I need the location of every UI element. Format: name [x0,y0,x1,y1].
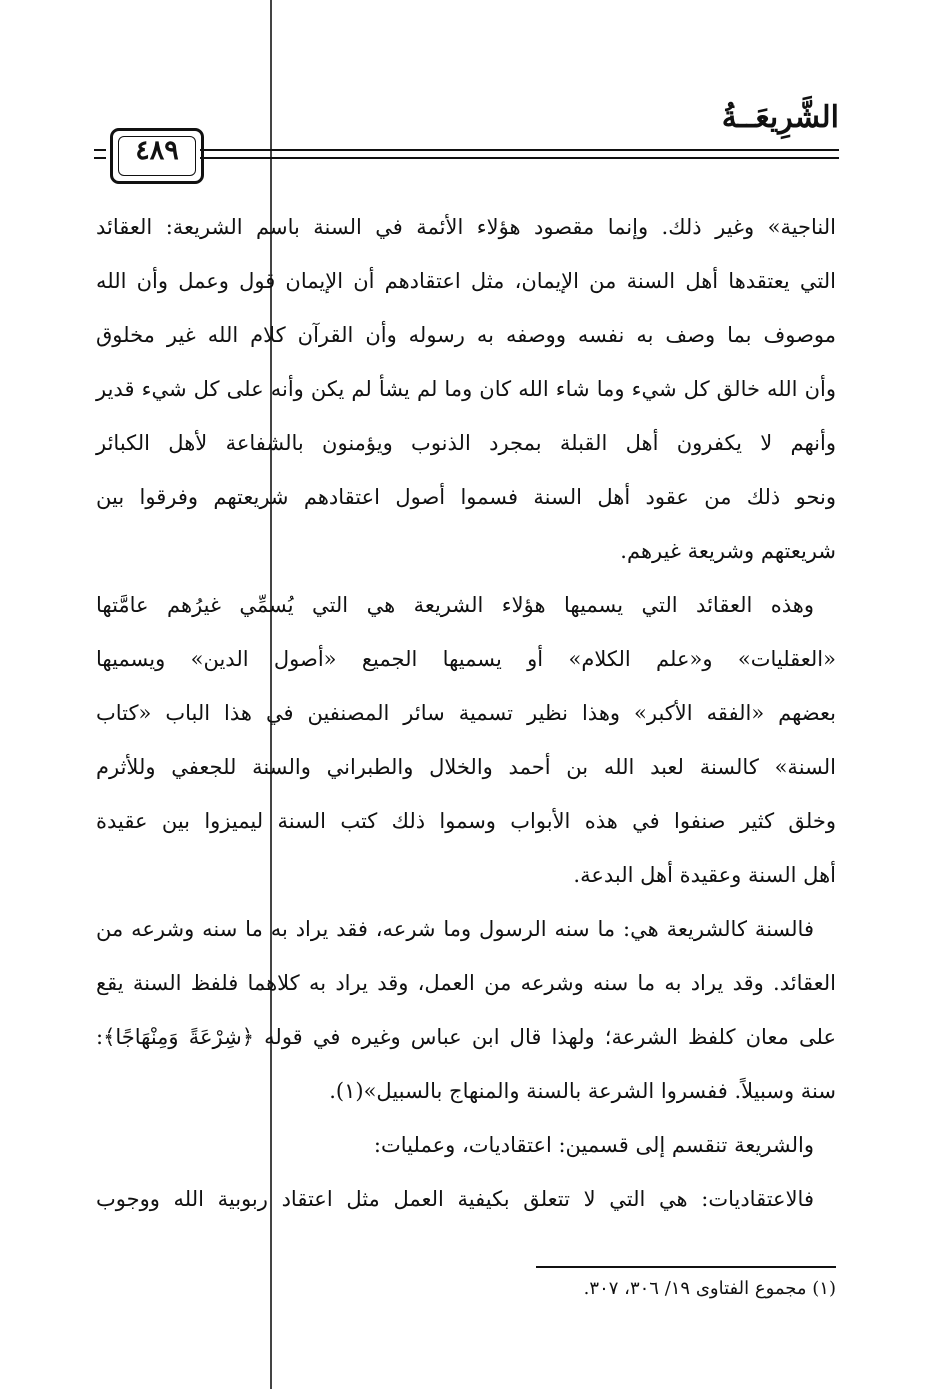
text-line: وأن الله خالق كل شيء وما شاء الله كان وما لم يشأ لم يكن وأنه على كل شيء قدير [96,377,836,401]
text-line: موصوف بما وصف به نفسه ووصفه به رسوله وأن القرآن كلام الله غير مخلوق [96,323,836,347]
header-rule [200,157,839,159]
footnote-rule [536,1266,836,1268]
page-number-frame [110,128,204,184]
header-rule [200,149,839,151]
header-rule-stub [94,149,106,151]
text-line: أهل السنة وعقيدة أهل البدعة. [573,863,836,887]
text-line: شريعتهم وشريعة غيرهم. [620,539,836,563]
header-rule-stub [94,157,106,159]
text-line: وهذه العقائد التي يسميها هؤلاء الشريعة هي التي يُسمِّي غيرُهم عامَّتها [96,593,814,617]
text-line: السنة» كالسنة لعبد الله بن أحمد والخلال والطبراني والسنة للجعفي وللأثرم [96,755,836,779]
text-line: بعضهم «الفقه الأكبر» وهذا نظير تسمية سائر المصنفين في هذا الباب «كتاب [96,701,836,725]
text-line: فالسنة كالشريعة هي: ما سنه الرسول وما شرعه، فقد يراد به ما سنه وشرعه من [96,917,814,941]
text-line: «العقليات» و«علم الكلام» أو يسميها الجميع «أصول الدين» ويسميها [96,647,836,671]
footnote: (١) مجموع الفتاوى ١٩/ ٣٠٦، ٣٠٧. [583,1278,836,1299]
text-line: وأنهم لا يكفرون أهل القبلة بمجرد الذنوب ويؤمنون بالشفاعة لأهل الكبائر [96,431,836,455]
text-line: على معان كلفظ الشرعة؛ ولهذا قال ابن عباس وغيره في قوله ﴿شِرْعَةً وَمِنْهَاجًا﴾: [96,1025,836,1049]
page-number: ٤٨٩ [135,135,179,166]
text-line: فالاعتقاديات: هي التي لا تتعلق بكيفية العمل مثل اعتقاد ربوبية الله ووجوب [96,1187,814,1211]
running-title: الشَّرِيعَــةُ [721,100,839,135]
text-line: سنة وسبيلاً. ففسروا الشرعة بالسنة والمنهاج بالسبيل»(١). [329,1079,836,1103]
text-line: الناجية» وغير ذلك. وإنما مقصود هؤلاء الأئمة في السنة باسم الشريعة: العقائد [96,215,836,239]
text-line: والشريعة تنقسم إلى قسمين: اعتقاديات، وعمليات: [373,1133,814,1157]
text-line: ونحو ذلك من عقود أهل السنة فسموا أصول اعتقادهم شريعتهم وفرقوا بين [96,485,836,509]
text-line: العقائد. وقد يراد به ما سنه وشرعه من العمل، وقد يراد به كلاهما فلفظ السنة يقع [96,971,836,995]
text-line: وخلق كثير صنفوا في هذه الأبواب وسموا ذلك كتب السنة ليميزوا بين عقيدة [96,809,836,833]
body-text [96,200,836,1226]
text-line: التي يعتقدها أهل السنة من الإيمان، مثل اعتقادهم أن الإيمان قول وعمل وأن الله [96,269,836,293]
